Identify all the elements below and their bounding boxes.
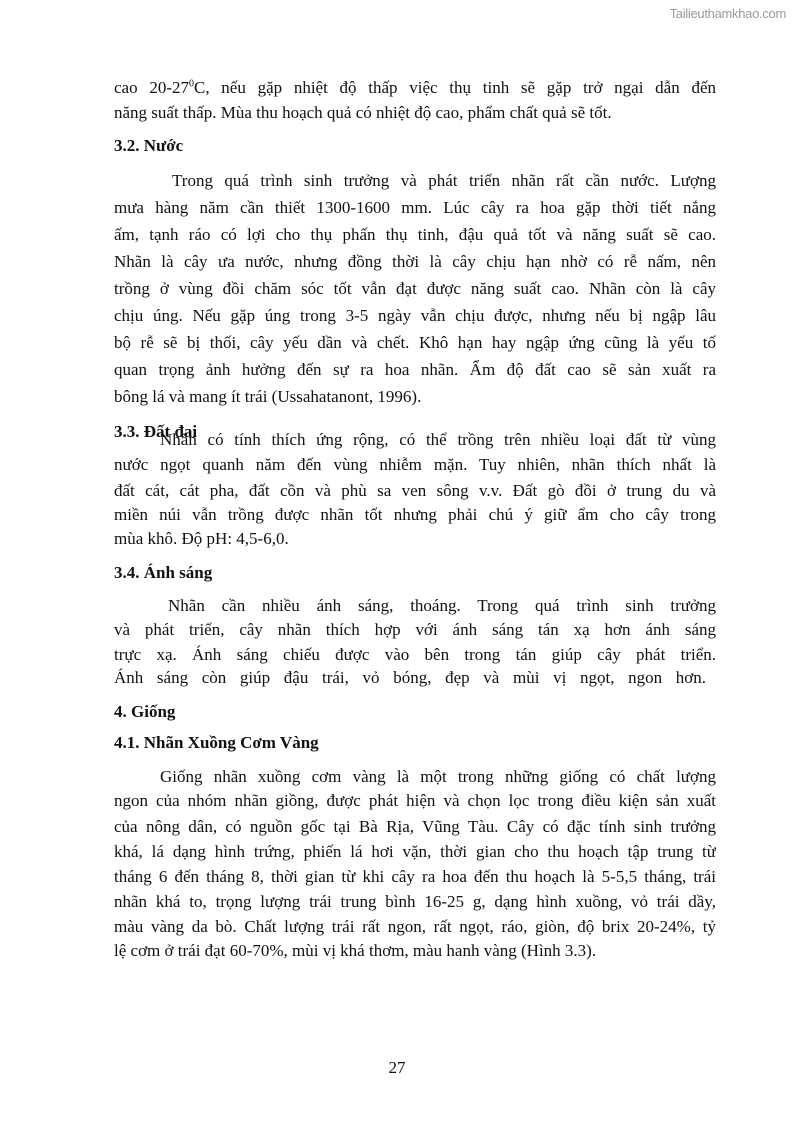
paragraph-line: và phát triển, cây nhãn thích hợp với ánh sáng tán xạ hơn ánh sáng [114, 620, 716, 639]
paragraph-line: năng suất thấp. Mùa thu hoạch quả có nhiệt độ cao, phẩm chất quả sẽ tốt. [114, 103, 612, 122]
paragraph-line: quan trọng ảnh hưởng đến sự ra hoa nhãn. Ẩm độ đất cao sẽ sản xuất ra [114, 360, 716, 379]
paragraph-line: ngon của nhóm nhãn giồng, được phát hiện và chọn lọc trong điều kiện sản xuất [114, 791, 716, 810]
paragraph-line: Giống nhãn xuồng cơm vàng là một trong những giống có chất lượng [160, 767, 716, 786]
paragraph-line: tháng 6 đến tháng 8, thời gian từ khi cây ra hoa đến thu hoạch là 5-5,5 tháng, trái [114, 867, 716, 886]
paragraph-line: trồng ở vùng đồi chăm sóc tốt vẫn đạt được năng suất cao. Nhãn còn là cây [114, 279, 716, 298]
paragraph-line: nước ngọt quanh năm đến vùng nhiễm mặn. Tuy nhiên, nhãn thích nhất là [114, 455, 716, 474]
paragraph-line: Nhãn là cây ưa nước, nhưng đồng thời là cây chịu hạn nhờ có rễ nấm, nên [114, 252, 716, 271]
paragraph-line: Nhãn cần nhiều ánh sáng, thoáng. Trong quá trình sinh trưởng [168, 596, 716, 615]
watermark: Tailieuthamkhao.com [669, 6, 786, 21]
paragraph-line: của nông dân, có nguồn gốc tại Bà Rịa, Vũng Tàu. Cây có đặc tính sinh trưởng [114, 817, 716, 836]
paragraph-line: Nhãn có tính thích ứng rộng, có thể trồng trên nhiều loại đất từ vùng [160, 430, 716, 449]
section-heading: 4.1. Nhãn Xuồng Cơm Vàng [114, 733, 319, 752]
paragraph-line: lệ cơm ở trái đạt 60-70%, mùi vị khá thơm, màu hanh vàng (Hình 3.3). [114, 941, 597, 960]
paragraph-line: mưa hàng năm cần thiết 1300-1600 mm. Lúc cây ra hoa gặp thời tiết nắng [114, 198, 716, 217]
paragraph-line: đất cát, cát pha, đất cồn và phù sa ven sông v.v. Đất gò đồi ở trung du và [114, 481, 716, 500]
paragraph-line: ấm, tạnh ráo có lợi cho thụ phấn thụ tinh, đậu quả tốt và năng suất sẽ cao. [114, 225, 716, 244]
paragraph-line: Ánh sáng còn giúp đậu trái, vỏ bóng, đẹp và mùi vị ngọt, ngon hơn. [114, 668, 706, 687]
paragraph-line: bộ rễ sẽ bị thối, cây yếu dần và chết. Khô hạn hay ngập ứng cũng là yếu tố [114, 333, 716, 352]
paragraph-line: miền núi vẫn trồng được nhãn tốt nhưng phải chú ý giữ ẩm cho cây trong [114, 505, 716, 524]
paragraph-line: bông lá và mang ít trái (Ussahatanont, 1996). [114, 387, 422, 406]
paragraph-line: khá, lá dạng hình trứng, phiến lá hơi vặn, thời gian cho thu hoạch tập trung từ [114, 842, 716, 861]
section-heading: 4. Giống [114, 702, 176, 721]
paragraph-line: trực xạ. Ánh sáng chiếu được vào bên trong tán giúp cây phát triển. [114, 645, 716, 664]
paragraph-line: mùa khô. Độ pH: 4,5-6,0. [114, 529, 289, 548]
paragraph-line: Trong quá trình sinh trưởng và phát triển nhãn rất cần nước. Lượng [172, 171, 716, 190]
paragraph-line: cao $20-27^0C$, nếu gặp nhiệt độ thấp việc thụ tinh sẽ gặp trở ngại dẫn đến [114, 78, 716, 97]
paragraph-line: chịu úng. Nếu gặp úng trong 3-5 ngày vẫn chịu được, nhưng nếu bị ngập lâu [114, 306, 716, 325]
section-heading: 3.4. Ánh sáng [114, 563, 213, 582]
paragraph-line: màu vàng da bò. Chất lượng trái rất ngon, rất ngọt, ráo, giòn, độ brix 20-24%, tỷ [114, 917, 716, 936]
section-heading: 3.3. Đất đai [114, 422, 198, 441]
page-number: 27 [388, 1058, 406, 1077]
section-heading: 3.2. Nước [114, 136, 184, 155]
paragraph-line: nhãn khá to, trọng lượng trái trung bình 16-25 g, dạng hình xuồng, vỏ trái dầy, [114, 892, 716, 911]
